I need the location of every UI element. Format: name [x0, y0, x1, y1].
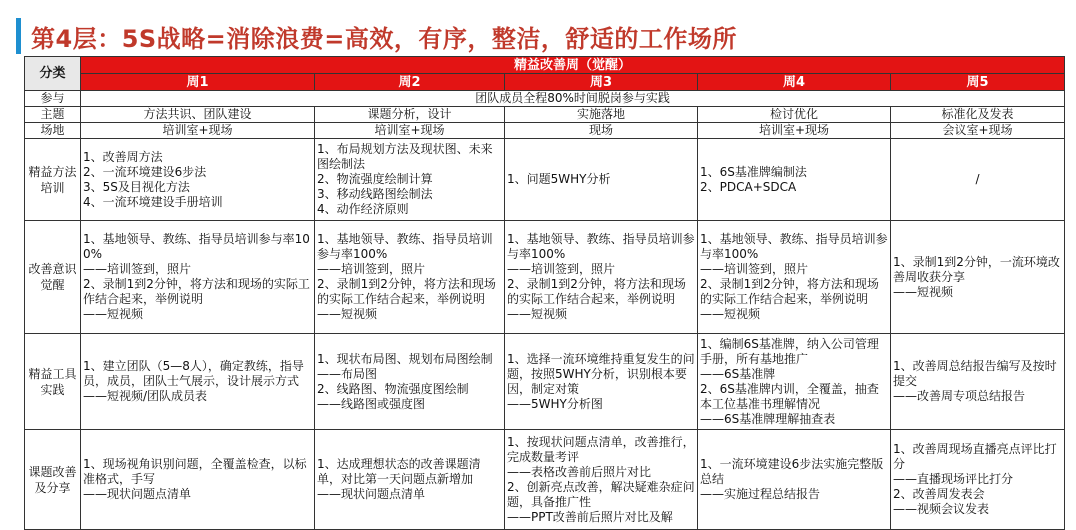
cell-line: ——PPT改善前后照片对比及解: [507, 509, 673, 524]
cell-line: ——短视频: [893, 284, 954, 299]
content-cell: [505, 334, 698, 430]
content-cell: [698, 221, 891, 334]
category-header: 分类: [25, 57, 81, 91]
cell-line: 3、5S及目视化方法: [83, 179, 190, 194]
cell-line: /: [975, 172, 980, 186]
content-row: [25, 221, 1065, 334]
cell-line: 2、6S基准牌内训，全覆盖，抽查本工位基准书理解情况: [700, 381, 879, 411]
topic-cell: 标准化及发表: [891, 107, 1065, 123]
cell-line: ——培训签到，照片: [317, 262, 426, 276]
title-accent-bar: [16, 18, 21, 54]
cell-line: 1、建立团队（5—8人），确定教练，指导员，成员，团队士气展示，设计展示方式: [83, 359, 304, 388]
cell-line: 2、录制1到2分钟，将方法和现场的实际工作结合起来，举例说明: [507, 277, 686, 306]
cell-line: 1、基地领导、教练、指导员培训参与率100%: [700, 232, 888, 261]
week-header: 周3: [505, 74, 698, 91]
content-cell: [891, 334, 1065, 430]
topic-cell: 检讨优化: [698, 107, 891, 123]
topic-cell: 实施落地: [505, 107, 698, 123]
content-cell: [698, 139, 891, 221]
cell-line: ——6S基准牌: [700, 366, 776, 381]
week-header-row: [25, 74, 1065, 91]
content-cell: [505, 139, 698, 221]
content-cell: [891, 139, 1065, 221]
row-label: 课题改善及分享: [25, 430, 81, 530]
week-header: 周5: [891, 74, 1065, 91]
content-row: [25, 430, 1065, 530]
content-cell: [81, 139, 315, 221]
cell-line: 2、一流环境建设6步法: [83, 164, 207, 179]
title-bar: [16, 16, 737, 56]
venue-cell: 现场: [505, 123, 698, 139]
content-cell: [81, 221, 315, 334]
cell-line: 1、录制1到2分钟，一流环境改善周收获分享: [893, 254, 1060, 284]
row-label: 精益方法培训: [25, 139, 81, 221]
content-cell: [315, 221, 505, 334]
cell-line: 1、改善周总结报告编写及按时提交: [893, 359, 1057, 388]
cell-line: 2、录制1到2分钟，将方法和现场的实际工作结合起来，举例说明: [317, 277, 496, 306]
row-label: 参与: [25, 91, 81, 107]
cell-line: 1、一流环境建设6步法实施完整版总结: [700, 457, 884, 486]
topic-cell: 方法共识、团队建设: [81, 107, 315, 123]
content-cell: [505, 221, 698, 334]
cell-line: 1、问题5WHY分析: [507, 172, 611, 186]
venue-cell: 会议室+现场: [891, 123, 1065, 139]
content-cell: [315, 139, 505, 221]
cell-line: 3、移动线路图绘制法: [317, 187, 433, 201]
cell-line: 1、编制6S基准牌，纳入公司管理手册，所有基地推广: [700, 336, 879, 366]
improvement-week-table: [24, 56, 1065, 530]
content-cell: [891, 221, 1065, 334]
cell-line: ——培训签到，照片: [700, 262, 809, 276]
cell-line: ——线路图或强度图: [317, 396, 426, 411]
row-label: 改善意识觉醒: [25, 221, 81, 334]
cell-line: ——视频会议发表: [893, 502, 990, 516]
content-row: [25, 334, 1065, 430]
cell-line: 1、基地领导、教练、指导员培训参与率100%: [317, 232, 493, 261]
cell-line: 1、基地领导、教练、指导员培训参与率100%: [83, 232, 310, 261]
cell-line: 2、录制1到2分钟，将方法和现场的实际工作结合起来，举例说明: [700, 277, 879, 306]
cell-line: 1、达成理想状态的改善课题清单，对比第一天问题点新增加: [317, 457, 481, 486]
week-header: 周4: [698, 74, 891, 91]
participation-row: [25, 91, 1065, 107]
cell-line: ——短视频: [317, 307, 378, 321]
content-cell: [698, 334, 891, 430]
cell-line: ——培训签到，照片: [507, 262, 616, 276]
cell-line: ——现状问题点清单: [83, 487, 192, 501]
content-cell: [315, 334, 505, 430]
cell-line: 2、线路图、物流强度图绘制: [317, 381, 469, 396]
venue-row: [25, 123, 1065, 139]
cell-line: ——6S基准牌理解抽查表: [700, 411, 836, 426]
content-cell: [891, 430, 1065, 530]
cell-line: 1、基地领导、教练、指导员培训参与率100%: [507, 232, 695, 261]
cell-line: ——短视频: [83, 307, 144, 321]
cell-line: 1、现场视角识别问题，全覆盖检查，以标准格式，手写: [83, 457, 307, 486]
topic-cell: 课题分析，设计: [315, 107, 505, 123]
cell-line: 2、创新亮点改善，解决疑难杂症问题，具备推广性: [507, 479, 695, 509]
cell-line: ——短视频: [507, 307, 568, 321]
cell-line: ——短视频/团队成员表: [83, 389, 208, 403]
cell-line: ——现状问题点清单: [317, 487, 426, 501]
cell-line: 4、动作经济原则: [317, 202, 409, 216]
cell-line: ——培训签到，照片: [83, 262, 192, 276]
group-header: 精益改善周（觉醒）: [81, 57, 1065, 74]
content-cell: [505, 430, 698, 530]
venue-cell: 培训室+现场: [698, 123, 891, 139]
row-label: 精益工具实践: [25, 334, 81, 430]
topic-row: [25, 107, 1065, 123]
content-cell: [81, 430, 315, 530]
cell-line: 1、改善周现场直播亮点评比打分: [893, 442, 1057, 471]
row-label: 场地: [25, 123, 81, 139]
cell-line: 1、现状布局图、规划布局图绘制——布局图: [317, 351, 493, 381]
cell-line: ——实施过程总结报告: [700, 487, 821, 501]
cell-line: ——直播现场评比打分: [893, 472, 1014, 486]
page-title: 第4层：5S战略=消除浪费=高效，有序，整洁，舒适的工作场所: [31, 24, 737, 53]
cell-line: 1、按现状问题点清单，改善推行，完成数量考评: [507, 434, 695, 464]
cell-line: 2、物流强度绘制计算: [317, 172, 433, 186]
content-cell: [698, 430, 891, 530]
content-cell: [315, 430, 505, 530]
cell-line: 1、选择一流环境维持重复发生的问题，按照5WHY分析，识别根本要因，制定对策: [507, 351, 695, 396]
cell-line: ——改善周专项总结报告: [893, 389, 1026, 403]
week-header: 周1: [81, 74, 315, 91]
row-label: 主题: [25, 107, 81, 123]
content-cell: [81, 334, 315, 430]
cell-line: 1、改善周方法: [83, 149, 163, 164]
cell-line: ——短视频: [700, 307, 761, 321]
content-row: [25, 139, 1065, 221]
cell-line: ——表格改善前后照片对比: [507, 464, 652, 479]
cell-line: 1、6S基准牌编制法: [700, 164, 807, 179]
venue-cell: 培训室+现场: [315, 123, 505, 139]
cell-line: 2、改善周发表会: [893, 487, 985, 501]
cell-line: 2、录制1到2分钟，将方法和现场的实际工作结合起来，举例说明: [83, 277, 310, 306]
cell-line: 1、布局规划方法及现状图、未来图绘制法: [317, 142, 493, 171]
week-header: 周2: [315, 74, 505, 91]
venue-cell: 培训室+现场: [81, 123, 315, 139]
cell-line: ——5WHY分析图: [507, 396, 603, 411]
cell-line: 2、PDCA+SDCA: [700, 179, 797, 194]
cell-line: 4、一流环境建设手册培训: [83, 194, 223, 209]
participation-value: 团队成员全程80%时间脱岗参与实践: [81, 91, 1065, 107]
